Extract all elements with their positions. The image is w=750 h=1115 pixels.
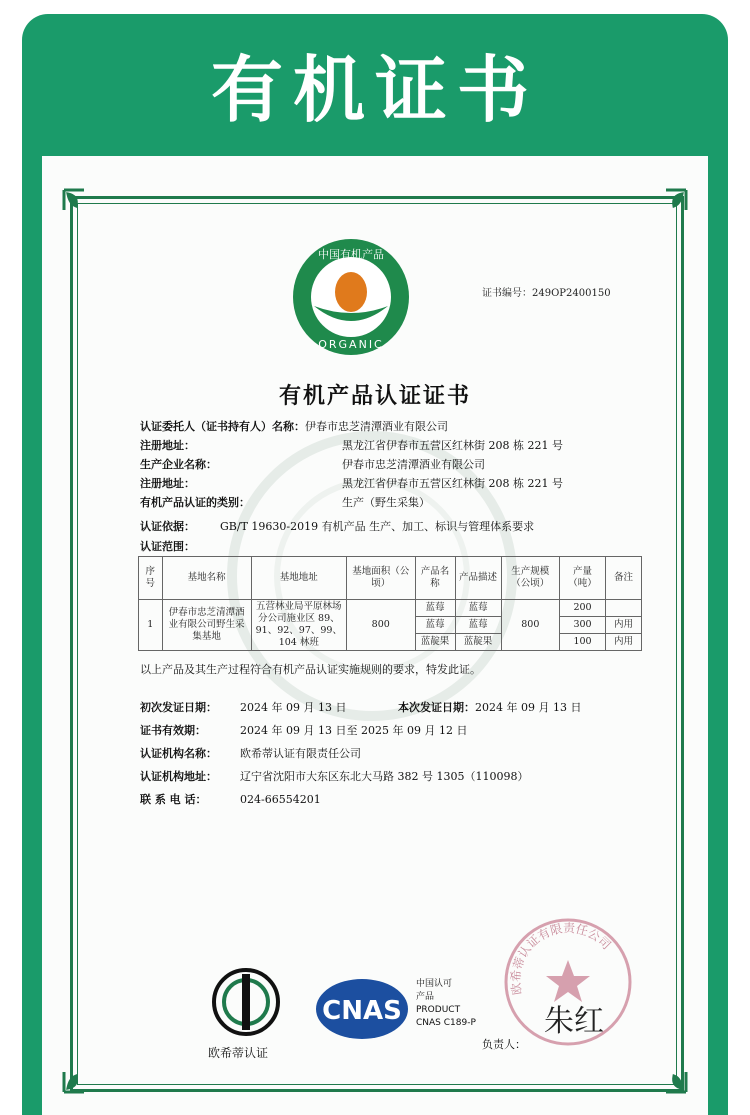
- certificate-number-value: 249OP2400150: [532, 288, 611, 299]
- china-organic-logo: [290, 236, 412, 358]
- field-label: 有机产品认证的类别：: [140, 496, 250, 509]
- field-label: 证书有效期：: [140, 724, 206, 737]
- table-row: [139, 600, 642, 617]
- field-label: 认证机构名称：: [140, 747, 217, 760]
- table-cell: 蓝莓: [455, 600, 501, 617]
- table-header: 产品描述: [455, 557, 501, 600]
- corner-ornament-icon: [60, 186, 106, 232]
- field-reg-address-2: [140, 475, 563, 491]
- table-cell: 200: [560, 600, 606, 617]
- table-cell: 蓝莓: [415, 600, 455, 617]
- org-address: [140, 768, 528, 784]
- responsible-label: 负责人：: [482, 1038, 526, 1051]
- cnas-line: 产品: [416, 992, 435, 1002]
- table-cell: 内用: [606, 617, 642, 634]
- table-cell: 蓝靛果: [415, 634, 455, 651]
- cnas-text: CNAS: [322, 996, 402, 1026]
- table-header: 产品名称: [415, 557, 455, 600]
- field-label: 认证依据：: [140, 520, 195, 533]
- table-cell: [606, 600, 642, 617]
- ocd-label: 欧希蒂认证: [208, 1046, 269, 1060]
- field-applicant: [140, 418, 448, 434]
- field-basis: [140, 518, 534, 534]
- field-value: 辽宁省沈阳市大东区东北大马路 382 号 1305（110098）: [240, 770, 529, 783]
- phone: [140, 791, 321, 807]
- this-issue-date: [398, 699, 581, 715]
- org-name: [140, 745, 361, 761]
- field-scope: [140, 538, 195, 554]
- cnas-line: PRODUCT: [416, 1005, 461, 1015]
- field-value: 黑龙江省伊春市五营区红林街 208 栋 221 号: [342, 439, 563, 452]
- table-cell: 100: [560, 634, 606, 651]
- field-value: 024-66554201: [240, 793, 321, 806]
- field-value: 2024 年 09 月 13 日: [240, 701, 347, 714]
- field-value: GB/T 19630-2019 有机产品 生产、加工、标识与管理体系要求: [220, 520, 535, 533]
- field-value: 欧希蒂认证有限责任公司: [240, 747, 361, 760]
- field-label: 认证范围：: [140, 540, 195, 553]
- field-label: 本次发证日期：: [398, 701, 475, 714]
- statement: 以上产品及其生产过程符合有机产品认证实施规则的要求，特发此证。: [140, 663, 481, 676]
- table-header: 基地地址: [251, 557, 346, 600]
- table-header-row: [139, 557, 642, 600]
- field-producer: [140, 456, 485, 472]
- table-cell: 300: [560, 617, 606, 634]
- field-label: 联 系 电 话：: [140, 793, 207, 806]
- table-header: 基地面积（公顷）: [346, 557, 415, 600]
- field-label: 生产企业名称：: [140, 458, 217, 471]
- certificate-paper: [42, 156, 708, 1115]
- ocd-logo: [208, 964, 284, 1040]
- field-value: 2024 年 09 月 13 日: [475, 701, 582, 714]
- table-header: 序号: [139, 557, 163, 600]
- table-cell: 蓝莓: [455, 617, 501, 634]
- field-category: [140, 494, 430, 510]
- table-cell: 800: [346, 600, 415, 651]
- table-cell: 五营林业局平原林场分公司施业区 89、91、92、97、99、104 林班: [251, 600, 346, 651]
- corner-ornament-icon: [644, 186, 690, 232]
- cnas-logo: [312, 974, 412, 1044]
- field-value: 伊春市忠芝清潭酒业有限公司: [342, 458, 485, 471]
- table-header: 基地名称: [162, 557, 251, 600]
- cnas-line: 中国认可: [416, 979, 453, 989]
- table-header: 产量（吨）: [560, 557, 606, 600]
- table-cell: 800: [501, 600, 559, 651]
- table-cell: 蓝莓: [415, 617, 455, 634]
- scope-table: [138, 556, 642, 651]
- green-frame: [22, 14, 728, 1115]
- table-cell: 伊春市忠芝清潭酒业有限公司野生采集基地: [162, 600, 251, 651]
- first-issue-date: [140, 699, 346, 715]
- field-value: 黑龙江省伊春市五营区红林街 208 栋 221 号: [342, 477, 563, 490]
- logo-bottom-text: ORGANIC: [318, 338, 384, 351]
- table-header: 生产规模（公顷）: [501, 557, 559, 600]
- field-value: 生产（野生采集）: [342, 496, 430, 509]
- signature: 朱红: [544, 1004, 604, 1039]
- certificate-title: 有机产品认证证书: [278, 383, 471, 409]
- field-label: 注册地址：: [140, 439, 195, 452]
- table-cell: 1: [139, 600, 163, 651]
- table-cell: 蓝靛果: [455, 634, 501, 651]
- certificate-number: [482, 284, 611, 299]
- table-header: 备注: [606, 557, 642, 600]
- cnas-info: [416, 978, 476, 1030]
- logo-arc-text: 中国有机产品: [318, 248, 384, 261]
- corner-ornament-icon: [644, 1050, 690, 1096]
- field-label: 注册地址：: [140, 477, 195, 490]
- banner-title: 有机证书: [210, 48, 539, 132]
- field-label: 认证机构地址：: [140, 770, 217, 783]
- field-label: 初次发证日期：: [140, 701, 217, 714]
- field-label: 认证委托人（证书持有人）名称：: [140, 420, 305, 433]
- field-value: 伊春市忠芝清潭酒业有限公司: [305, 420, 448, 433]
- certificate-number-label: 证书编号：: [482, 288, 532, 299]
- validity: [140, 722, 467, 738]
- table-cell: 内用: [606, 634, 642, 651]
- field-reg-address-1: [140, 437, 563, 453]
- field-value: 2024 年 09 月 13 日至 2025 年 09 月 12 日: [240, 724, 468, 737]
- banner: [22, 14, 728, 154]
- corner-ornament-icon: [60, 1050, 106, 1096]
- cnas-line: CNAS C189-P: [416, 1018, 476, 1028]
- stamp-text: 欧希蒂认证有限责任公司: [508, 921, 614, 996]
